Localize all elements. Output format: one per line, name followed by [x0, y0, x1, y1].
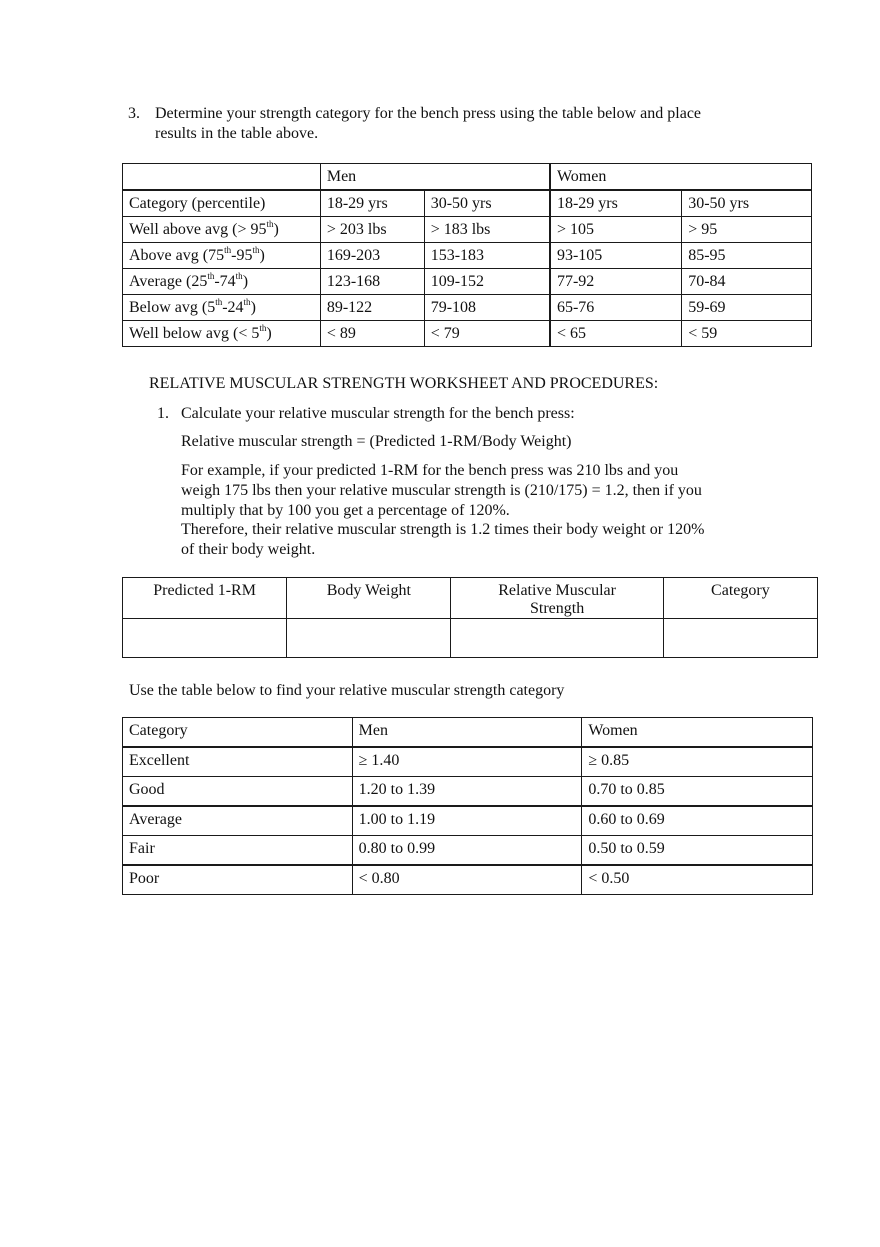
- women-value-cell: 0.70 to 0.85: [582, 777, 813, 807]
- example-line-4: Therefore, their relative muscular strength is 1.2 times their body weight or 120%: [181, 521, 705, 538]
- category-cell: Fair: [123, 836, 353, 866]
- example-line-3: multiply that by 100 you get a percentage of 120%.: [181, 502, 510, 519]
- value-cell: 65-76: [550, 295, 682, 321]
- header-cell: Women: [582, 718, 813, 748]
- value-cell: 93-105: [550, 243, 682, 269]
- category-cell: Average (25th-74th): [123, 269, 321, 295]
- women-value-cell: 0.50 to 0.59: [582, 836, 813, 866]
- table-row: [123, 836, 813, 866]
- predicted-1rm-entry-cell[interactable]: [123, 619, 287, 658]
- value-cell: > 183 lbs: [424, 217, 550, 243]
- group-women-header: Women: [550, 164, 812, 191]
- category-cell: Well below avg (< 5th): [123, 321, 321, 347]
- relative-strength-category-table: [122, 717, 813, 895]
- header-cell: 18-29 yrs: [550, 190, 682, 217]
- relative-strength-header: Relative Muscular Strength: [451, 578, 663, 619]
- group-men-header: Men: [320, 164, 550, 191]
- predicted-1rm-header: Predicted 1-RM: [123, 578, 287, 619]
- value-cell: 70-84: [682, 269, 812, 295]
- value-cell: 85-95: [682, 243, 812, 269]
- bench-press-category-table: [122, 163, 812, 347]
- table-header-row: [123, 718, 813, 748]
- header-cell: Category (percentile): [123, 190, 321, 217]
- category-cell: Average: [123, 806, 353, 836]
- example-line-5: of their body weight.: [181, 541, 316, 558]
- men-value-cell: ≥ 1.40: [352, 747, 582, 777]
- formula-text: Relative muscular strength = (Predicted 1-RM/Body Weight): [181, 433, 572, 450]
- instruction-text: Use the table below to find your relative muscular strength category: [129, 682, 565, 699]
- relative-strength-entry-cell[interactable]: [451, 619, 663, 658]
- value-cell: 153-183: [424, 243, 550, 269]
- question-text-line-2: results in the table above.: [155, 125, 319, 142]
- table-row: [123, 806, 813, 836]
- relative-strength-entry-table: [122, 577, 818, 658]
- category-cell: Below avg (5th-24th): [123, 295, 321, 321]
- category-cell: Poor: [123, 865, 353, 895]
- men-value-cell: 1.00 to 1.19: [352, 806, 582, 836]
- example-line-2: weigh 175 lbs then your relative muscular strength is (210/175) = 1.2, then if you: [181, 482, 702, 499]
- value-cell: 109-152: [424, 269, 550, 295]
- body-weight-header: Body Weight: [287, 578, 451, 619]
- step-text: Calculate your relative muscular strength for the bench press:: [181, 405, 575, 422]
- value-cell: 89-122: [320, 295, 424, 321]
- worksheet-heading: RELATIVE MUSCULAR STRENGTH WORKSHEET AND PROCEDURES:: [149, 375, 659, 392]
- example-line-1: For example, if your predicted 1-RM for the bench press was 210 lbs and you: [181, 462, 679, 479]
- step-number: 1.: [157, 405, 169, 422]
- corner-cell: [123, 164, 321, 191]
- header-cell: Men: [352, 718, 582, 748]
- value-cell: < 79: [424, 321, 550, 347]
- table-row: [123, 747, 813, 777]
- category-cell: Excellent: [123, 747, 353, 777]
- header-cell: Category: [123, 718, 353, 748]
- category-cell: Well above avg (> 95th): [123, 217, 321, 243]
- value-cell: 59-69: [682, 295, 812, 321]
- value-cell: > 95: [682, 217, 812, 243]
- women-value-cell: < 0.50: [582, 865, 813, 895]
- entry-header-row: [123, 578, 818, 619]
- category-entry-cell[interactable]: [663, 619, 817, 658]
- value-cell: 123-168: [320, 269, 424, 295]
- question-number: 3.: [128, 105, 140, 122]
- men-value-cell: 1.20 to 1.39: [352, 777, 582, 807]
- table-row: [123, 865, 813, 895]
- table-row: [123, 321, 812, 347]
- women-value-cell: 0.60 to 0.69: [582, 806, 813, 836]
- table-row: [123, 217, 812, 243]
- table-row: [123, 243, 812, 269]
- women-value-cell: ≥ 0.85: [582, 747, 813, 777]
- men-value-cell: 0.80 to 0.99: [352, 836, 582, 866]
- body-weight-entry-cell[interactable]: [287, 619, 451, 658]
- table-header-row: [123, 190, 812, 217]
- value-cell: 77-92: [550, 269, 682, 295]
- category-cell: Good: [123, 777, 353, 807]
- value-cell: < 59: [682, 321, 812, 347]
- question-text-line-1: Determine your strength category for the bench press using the table below and place: [155, 105, 702, 122]
- value-cell: > 203 lbs: [320, 217, 424, 243]
- value-cell: > 105: [550, 217, 682, 243]
- entry-input-row: [123, 619, 818, 658]
- table-row: [123, 269, 812, 295]
- table-row: [123, 295, 812, 321]
- category-header: Category: [663, 578, 817, 619]
- header-cell: 30-50 yrs: [682, 190, 812, 217]
- value-cell: < 65: [550, 321, 682, 347]
- value-cell: 169-203: [320, 243, 424, 269]
- header-cell: 18-29 yrs: [320, 190, 424, 217]
- value-cell: < 89: [320, 321, 424, 347]
- men-value-cell: < 0.80: [352, 865, 582, 895]
- value-cell: 79-108: [424, 295, 550, 321]
- category-cell: Above avg (75th-95th): [123, 243, 321, 269]
- header-cell: 30-50 yrs: [424, 190, 550, 217]
- table-row: [123, 777, 813, 807]
